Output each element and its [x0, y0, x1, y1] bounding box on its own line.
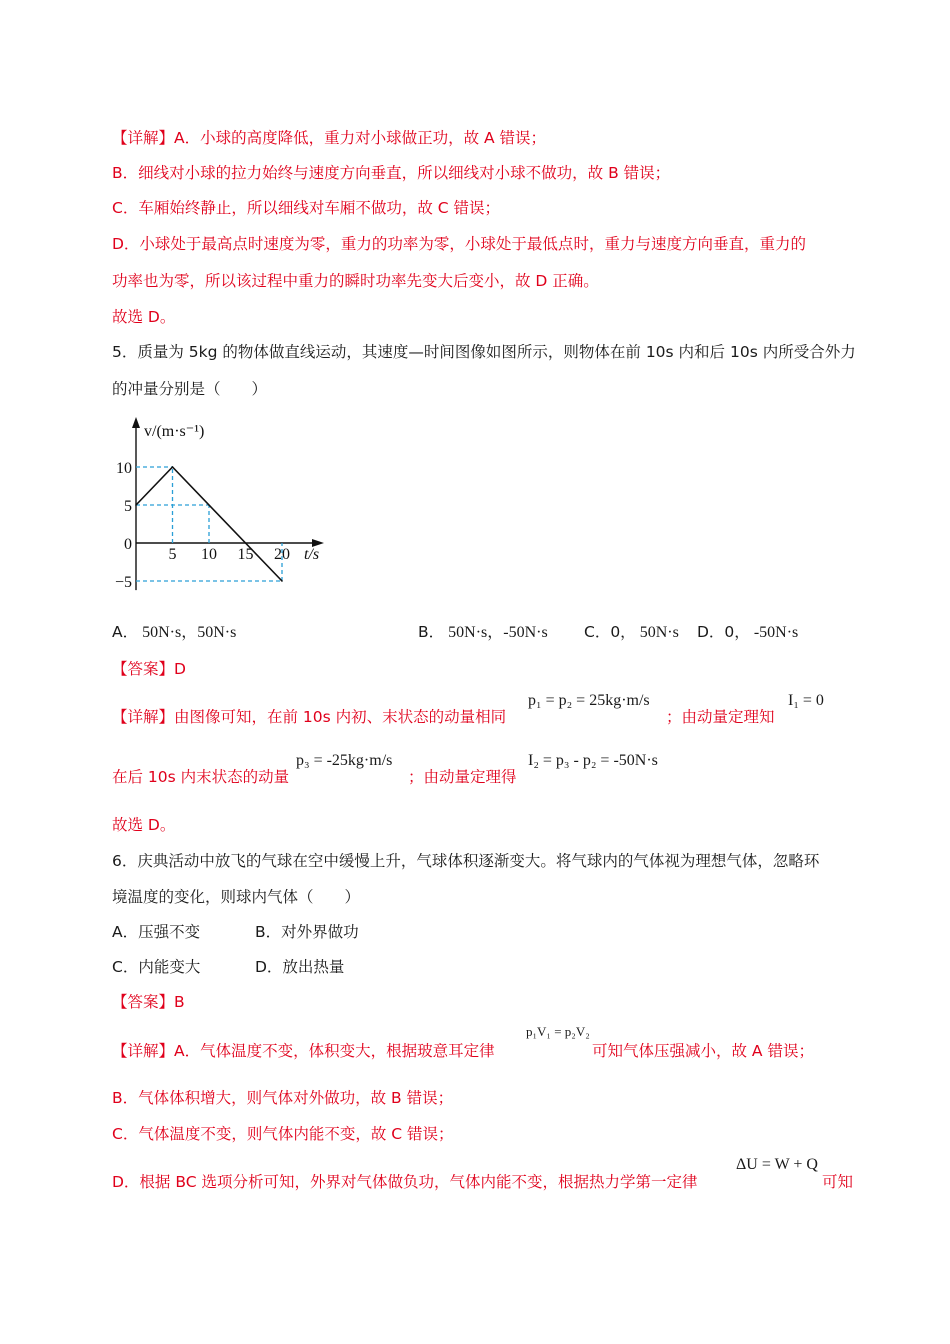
q6-explain-c: C．气体温度不变，则气体内能不变，故 C 错误；	[112, 1125, 454, 1143]
q6-explain-a-part2: 可知气体压强减小，故 A 错误；	[592, 1042, 814, 1060]
q6-eq-boyle: p₁V₁ = p₂V₂	[526, 1024, 590, 1039]
q6-option-b: B．对外界做功	[255, 923, 359, 941]
q5-option-b-value: 50N·s，-50N·s	[448, 624, 548, 641]
velocity-time-chart	[100, 412, 340, 602]
velocity-point-0	[135, 504, 137, 506]
q6-answer: 【答案】B	[112, 993, 185, 1011]
q5-conclusion: 故选 D。	[112, 816, 176, 834]
q6-eq-first-law: ΔU = W + Q	[736, 1156, 818, 1173]
q5-eq-impulse-zero: I₁ = 0	[788, 692, 824, 709]
x-tick-label: 10	[201, 546, 217, 563]
q6-stem-line2: 境温度的变化，则球内气体（ ）	[112, 888, 361, 906]
q5-stem-line1: 5．质量为 5kg 的物体做直线运动，其速度—时间图像如图所示，则物体在前 10s 内和后 10s 内所受合外力	[112, 343, 856, 361]
x-tick-label: 20	[274, 546, 290, 563]
q5-answer: 【答案】D	[112, 660, 186, 678]
x-axis-label: t/s	[304, 546, 320, 563]
q5-option-d-value: -50N·s	[753, 624, 799, 641]
q6-explain-d-part1: D．根据 BC 选项分析可知，外界对气体做负功，气体内能不变，根据热力学第一定律	[112, 1173, 698, 1191]
y-tick-label: 10	[116, 460, 132, 477]
q5-stem-line2: 的冲量分别是（ ）	[112, 380, 268, 398]
q5-explain-part2: ；由动量定理知	[666, 708, 775, 726]
x-tick-label: 5	[168, 546, 177, 563]
q6-option-c: C．内能变大	[112, 958, 201, 976]
q5-eq-final-momentum: p₃ = -25kg·m/s	[296, 752, 393, 769]
q6-option-a: A．压强不变	[112, 923, 201, 941]
q5-option-d-letter: D．0，	[697, 623, 750, 641]
velocity-line-0	[136, 467, 282, 581]
q5-option-a-letter: A．	[112, 623, 139, 641]
q5-explain-part1: 【详解】由图像可知，在前 10s 内初、末状态的动量相同	[112, 708, 507, 726]
q4-conclusion: 故选 D。	[112, 308, 176, 326]
q5-eq-momentum-equal: p₁ = p₂ = 25kg·m/s	[528, 692, 650, 709]
y-axis-label: v/(m·s⁻¹)	[144, 423, 205, 440]
q5-eq-impulse-second: I₂ = p₃ - p₂ = -50N·s	[528, 752, 658, 769]
q4-explain-c: C．车厢始终静止，所以细线对车厢不做功，故 C 错误；	[112, 199, 501, 217]
q5-option-b-letter: B．	[418, 623, 445, 641]
q4-explain-b: B．细线对小球的拉力始终与速度方向垂直，所以细线对小球不做功，故 B 错误；	[112, 164, 671, 182]
y-tick-label: 5	[124, 498, 132, 515]
q4-explain-d-cont: 功率也为零，所以该过程中重力的瞬时功率先变大后变小，故 D 正确。	[112, 272, 599, 290]
q4-explain-a: 【详解】A．小球的高度降低，重力对小球做正功，故 A 错误；	[112, 129, 547, 147]
q5-explain-part3: 在后 10s 内末状态的动量	[112, 768, 290, 786]
y-axis-arrow	[132, 417, 140, 428]
velocity-point-1	[172, 466, 174, 468]
q6-explain-b: B．气体体积增大，则气体对外做功，故 B 错误；	[112, 1089, 454, 1107]
q5-option-c-letter: C．0，	[584, 623, 636, 641]
q6-explain-d-part2: 可知	[822, 1173, 854, 1191]
q6-explain-a-part1: 【详解】A．气体温度不变，体积变大，根据玻意耳定律	[112, 1042, 495, 1060]
velocity-point-2	[281, 580, 283, 582]
q5-explain-part4: ；由动量定理得	[408, 768, 517, 786]
x-tick-label: 15	[237, 546, 254, 563]
q5-option-a-value: 50N·s，50N·s	[142, 624, 237, 641]
q6-option-d: D．放出热量	[255, 958, 345, 976]
q6-stem-line1: 6．庆典活动中放飞的气球在空中缓慢上升，气球体积逐渐变大。将气球内的气体视为理想气体，忽略环	[112, 852, 820, 870]
y-tick-label: 0	[124, 536, 132, 553]
y-tick-label: −5	[114, 574, 132, 591]
q5-option-c-value: 50N·s	[639, 624, 679, 641]
q4-explain-d: D．小球处于最高点时速度为零，重力的功率为零，小球处于最低点时，重力与速度方向垂直，重力的	[112, 235, 806, 253]
